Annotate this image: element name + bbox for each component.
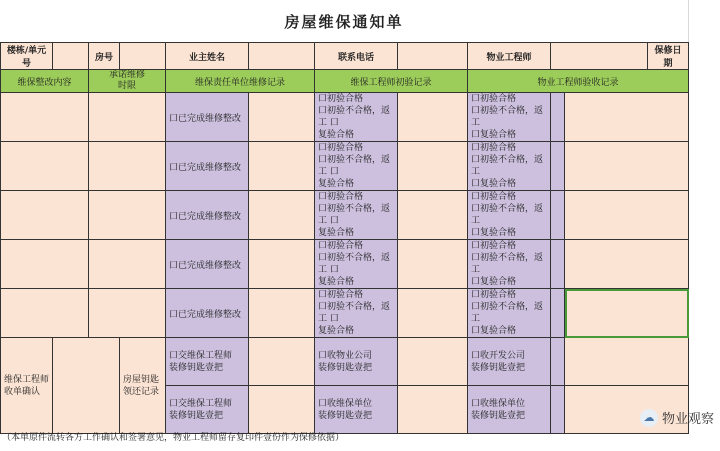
key-record-cell[interactable] (120, 338, 166, 434)
initial-line: 工 口 (318, 314, 339, 324)
acceptance-spacer-cell[interactable] (551, 191, 565, 240)
repair-note-cell[interactable] (249, 142, 315, 191)
acceptance-line: 口初验合格 (471, 143, 517, 153)
key-company-cell[interactable] (315, 338, 398, 386)
initial-line: 口初验不合格，返 (318, 253, 391, 263)
acceptance-line: 口初验不合格，返工 (471, 302, 544, 324)
cell-owner-name-value[interactable] (249, 43, 315, 70)
acceptance-line: 口初验不合格，返工 (471, 106, 544, 128)
content-cell[interactable] (1, 289, 89, 338)
header-responsible-record[interactable]: 维保责任单位维修记录 (166, 70, 315, 93)
wechat-icon: ☁ (640, 409, 658, 427)
form-table (0, 42, 689, 434)
acceptance-line: 口初验不合格，返工 (471, 155, 544, 177)
acceptance-spacer-cell[interactable] (551, 142, 565, 191)
acceptance-note-cell[interactable] (565, 93, 689, 142)
key-note-cell[interactable] (249, 338, 315, 386)
key-developer-line: 装修钥匙壹把 (471, 410, 526, 421)
initial-note-cell[interactable] (398, 289, 468, 338)
key-handover-cell[interactable] (166, 338, 249, 386)
acceptance-cell[interactable] (468, 289, 551, 338)
acceptance-line: 口初验合格 (471, 290, 517, 300)
repair-note-cell[interactable] (249, 240, 315, 289)
key-company-line: 口收物业公司 (318, 350, 373, 361)
acceptance-line: 口初验合格 (471, 192, 517, 202)
footer-note: （本单原件流转各方工作确认和签署意见，物业工程师留存复印件壹份作为保修依据） (2, 433, 345, 443)
cell-building-unit-value[interactable] (53, 43, 89, 70)
acceptance-cell[interactable] (468, 142, 551, 191)
initial-line: 口初验不合格，返 (318, 155, 391, 165)
initial-check-cell[interactable] (315, 93, 398, 142)
table-row (1, 142, 689, 191)
initial-line: 工 口 (318, 265, 339, 275)
initial-line: 工 口 (318, 216, 339, 226)
acceptance-note-cell[interactable] (565, 191, 689, 240)
key-company-line: 装修钥匙壹把 (318, 362, 373, 373)
cell-contact-phone-value[interactable] (398, 43, 468, 70)
key-note-cell[interactable] (398, 338, 468, 386)
key-note-cell[interactable] (249, 386, 315, 434)
content-cell[interactable] (1, 142, 89, 191)
initial-line: 口初验合格 (318, 143, 364, 153)
header-promise-time-line1: 承诺维修 (108, 70, 145, 80)
content-cell[interactable] (1, 240, 89, 289)
header-engineer-initial[interactable]: 维保工程师初验记录 (315, 70, 468, 93)
repair-status-cell[interactable]: 口已完成维修整改 (166, 289, 249, 338)
initial-line: 口初验合格 (318, 94, 364, 104)
initial-line: 工 口 (318, 118, 339, 128)
key-developer-line: 装修钥匙壹把 (471, 362, 526, 373)
repair-note-cell[interactable] (249, 191, 315, 240)
initial-check-cell[interactable] (315, 142, 398, 191)
key-record-line: 房屋钥匙 (123, 374, 160, 385)
initial-check-cell[interactable] (315, 289, 398, 338)
initial-line: 复验合格 (318, 228, 355, 238)
key-company-line: 口收维保单位 (318, 398, 373, 409)
initial-line: 工 口 (318, 167, 339, 177)
repair-status-cell[interactable]: 口已完成维修整改 (166, 240, 249, 289)
acceptance-line: 口初验合格 (471, 94, 517, 104)
key-handover-line: 口交维保工程师 (169, 350, 233, 361)
table-row (1, 289, 689, 338)
repair-note-cell[interactable] (249, 289, 315, 338)
initial-line: 口初验不合格，返 (318, 204, 391, 214)
content-cell[interactable] (1, 191, 89, 240)
promise-time-cell[interactable] (89, 142, 166, 191)
initial-note-cell[interactable] (398, 240, 468, 289)
watermark-text: 物业观察 (661, 412, 714, 427)
repair-note-cell[interactable] (249, 93, 315, 142)
key-note-cell[interactable] (398, 386, 468, 434)
table-row (1, 191, 689, 240)
initial-line: 口初验合格 (318, 192, 364, 202)
key-company-line: 装修钥匙壹把 (318, 410, 373, 421)
key-handover-cell[interactable] (166, 386, 249, 434)
acceptance-line: 口复验合格 (471, 326, 517, 336)
cell-warranty-date-label[interactable]: 保修日期 (648, 43, 689, 70)
acceptance-note-cell[interactable] (565, 240, 689, 289)
initial-note-cell[interactable] (398, 142, 468, 191)
acceptance-cell[interactable] (468, 191, 551, 240)
initial-note-cell[interactable] (398, 93, 468, 142)
cell-room-no-label[interactable]: 房号 (89, 43, 120, 70)
acceptance-line: 口复验合格 (471, 179, 517, 189)
table-row (1, 240, 689, 289)
promise-time-cell[interactable] (89, 289, 166, 338)
key-record-line: 领还记录 (123, 386, 160, 397)
acceptance-note-cell[interactable] (565, 142, 689, 191)
repair-status-cell[interactable]: 口已完成维修整改 (166, 93, 249, 142)
key-developer-cell[interactable] (468, 386, 551, 434)
acceptance-spacer-cell[interactable] (551, 289, 565, 338)
cell-property-engineer-value[interactable] (551, 43, 648, 70)
key-developer-line: 口收维保单位 (471, 398, 526, 409)
key-spacer-cell[interactable] (551, 386, 565, 434)
header-content[interactable]: 维保整改内容 (1, 70, 89, 93)
initial-line: 口初验合格 (318, 241, 364, 251)
initial-line: 口初验不合格，返 (318, 106, 391, 116)
acceptance-line: 口初验合格 (471, 241, 517, 251)
key-note-cell[interactable] (565, 338, 689, 386)
engineer-confirm-line: 收单确认 (4, 386, 41, 397)
repair-status-cell[interactable]: 口已完成维修整改 (166, 142, 249, 191)
key-spacer-cell[interactable] (551, 338, 565, 386)
promise-time-cell[interactable] (89, 191, 166, 240)
initial-line: 口初验合格 (318, 290, 364, 300)
repair-status-cell[interactable]: 口已完成维修整改 (166, 191, 249, 240)
table-row (1, 93, 689, 142)
promise-time-cell[interactable] (89, 93, 166, 142)
header-promise-time-line2: 时限 (117, 81, 136, 91)
key-handover-line: 口交维保工程师 (169, 398, 233, 409)
initial-line: 复验合格 (318, 179, 355, 189)
acceptance-cell[interactable] (468, 240, 551, 289)
key-company-cell[interactable] (315, 386, 398, 434)
cell-contact-phone-label[interactable]: 联系电话 (315, 43, 398, 70)
acceptance-line: 口初验不合格，返工 (471, 253, 544, 275)
cell-room-no-value[interactable] (120, 43, 166, 70)
engineer-confirm-value[interactable] (53, 338, 120, 434)
initial-check-cell[interactable] (315, 240, 398, 289)
content-cell[interactable] (1, 93, 89, 142)
header-property-acceptance[interactable]: 物业工程师验收记录 (468, 70, 689, 93)
cell-building-unit-label[interactable]: 楼栋/单元号 (1, 43, 53, 70)
engineer-confirm-cell[interactable] (1, 338, 53, 434)
initial-line: 复验合格 (318, 326, 355, 336)
form-title: 房屋维保通知单 (284, 12, 404, 31)
initial-check-cell[interactable] (315, 191, 398, 240)
key-handover-line: 装修钥匙壹把 (169, 410, 224, 421)
acceptance-cell[interactable] (468, 93, 551, 142)
acceptance-spacer-cell[interactable] (551, 93, 565, 142)
key-developer-cell[interactable] (468, 338, 551, 386)
key-handover-line: 装修钥匙壹把 (169, 362, 224, 373)
acceptance-line: 口复验合格 (471, 130, 517, 140)
acceptance-line: 口复验合格 (471, 228, 517, 238)
cell-owner-name-label[interactable]: 业主姓名 (166, 43, 249, 70)
table-row (1, 338, 689, 386)
initial-line: 口初验不合格，返 (318, 302, 391, 312)
initial-note-cell[interactable] (398, 191, 468, 240)
header-promise-time[interactable] (89, 70, 166, 93)
acceptance-line: 口复验合格 (471, 277, 517, 287)
cell-property-engineer-label[interactable]: 物业工程师 (468, 43, 551, 70)
promise-time-cell[interactable] (89, 240, 166, 289)
selected-cell[interactable] (565, 289, 689, 338)
initial-line: 复验合格 (318, 277, 355, 287)
key-developer-line: 口收开发公司 (471, 350, 526, 361)
acceptance-line: 口初验不合格，返工 (471, 204, 544, 226)
watermark (640, 408, 714, 427)
engineer-confirm-line: 维保工程师 (4, 374, 50, 385)
initial-line: 复验合格 (318, 130, 355, 140)
acceptance-spacer-cell[interactable] (551, 240, 565, 289)
